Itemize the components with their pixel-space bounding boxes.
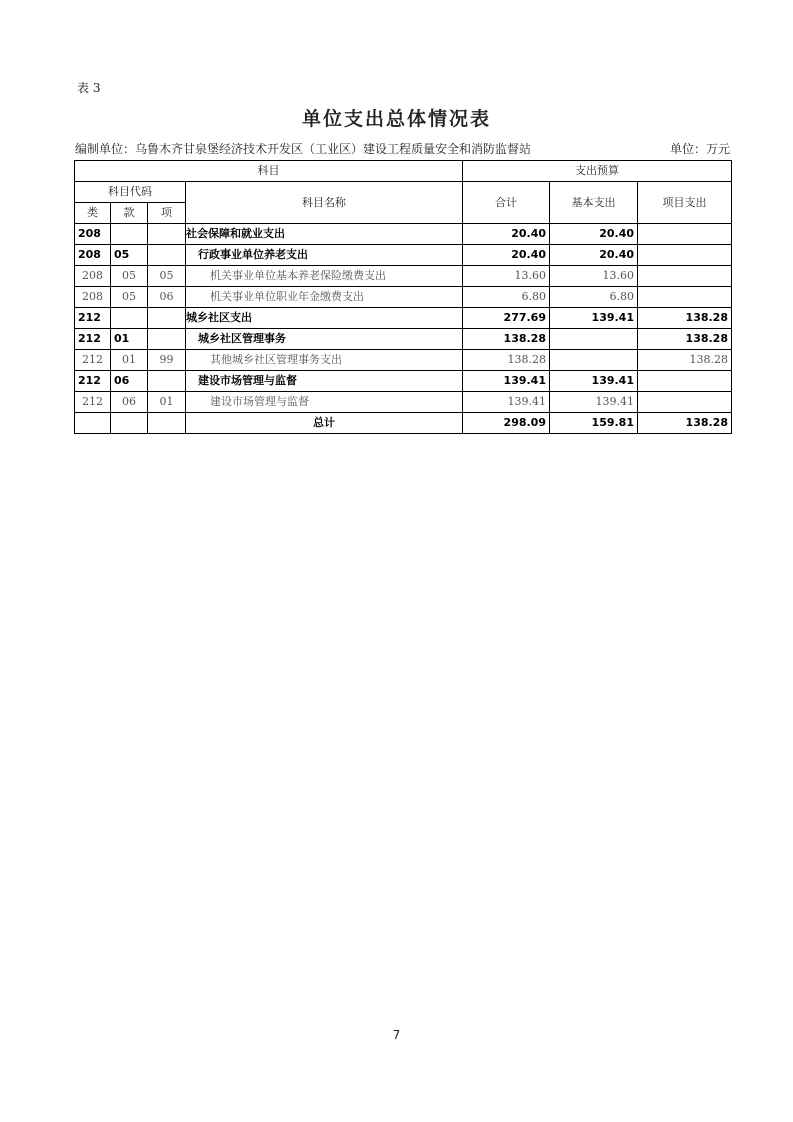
cell-kuan <box>111 308 148 329</box>
cell-total: 298.09 <box>463 413 550 434</box>
cell-lei: 212 <box>75 329 111 350</box>
cell-name: 城乡社区支出 <box>186 308 463 329</box>
cell-lei: 208 <box>75 287 111 308</box>
cell-empty <box>75 413 111 434</box>
cell-lei: 212 <box>75 308 111 329</box>
cell-kuan: 06 <box>111 392 148 413</box>
cell-name: 其他城乡社区管理事务支出 <box>186 350 463 371</box>
page-title: 单位支出总体情况表 <box>301 108 491 130</box>
header-code: 科目代码 <box>75 182 186 203</box>
cell-kuan: 06 <box>111 371 148 392</box>
cell-basic <box>550 329 638 350</box>
cell-total: 139.41 <box>463 392 550 413</box>
table-row <box>75 266 732 287</box>
cell-total: 20.40 <box>463 245 550 266</box>
table-row <box>75 245 732 266</box>
cell-project <box>638 266 732 287</box>
cell-xiang <box>148 224 186 245</box>
cell-name: 城乡社区管理事务 <box>186 329 463 350</box>
cell-empty <box>111 413 148 434</box>
cell-lei: 212 <box>75 392 111 413</box>
cell-basic: 139.41 <box>550 371 638 392</box>
cell-name: 行政事业单位养老支出 <box>186 245 463 266</box>
cell-basic: 6.80 <box>550 287 638 308</box>
cell-total: 20.40 <box>463 224 550 245</box>
cell-project <box>638 392 732 413</box>
cell-kuan: 05 <box>111 266 148 287</box>
cell-basic: 139.41 <box>550 308 638 329</box>
cell-lei: 208 <box>75 224 111 245</box>
cell-name: 机关事业单位基本养老保险缴费支出 <box>186 266 463 287</box>
cell-total: 13.60 <box>463 266 550 287</box>
cell-total: 139.41 <box>463 371 550 392</box>
cell-name: 社会保障和就业支出 <box>186 224 463 245</box>
cell-xiang <box>148 245 186 266</box>
cell-name: 建设市场管理与监督 <box>186 371 463 392</box>
header-project: 项目支出 <box>638 182 732 224</box>
header-xiang: 项 <box>148 203 186 224</box>
table-row <box>75 371 732 392</box>
cell-basic <box>550 350 638 371</box>
header-row <box>75 182 732 203</box>
currency-unit: 单位：万元 <box>669 142 730 156</box>
table-row <box>75 329 732 350</box>
cell-total: 138.28 <box>463 350 550 371</box>
table-label: 表 3 <box>77 81 101 95</box>
page-number: 7 <box>392 1028 401 1042</box>
header-kuan: 款 <box>111 203 148 224</box>
cell-xiang: 01 <box>148 392 186 413</box>
cell-lei: 212 <box>75 350 111 371</box>
cell-project <box>638 245 732 266</box>
cell-basic: 13.60 <box>550 266 638 287</box>
cell-basic: 139.41 <box>550 392 638 413</box>
cell-kuan: 05 <box>111 287 148 308</box>
cell-name: 建设市场管理与监督 <box>186 392 463 413</box>
table-row <box>75 224 732 245</box>
header-name: 科目名称 <box>186 182 463 224</box>
total-row <box>75 413 732 434</box>
header-budget: 支出预算 <box>463 161 732 182</box>
cell-total: 277.69 <box>463 308 550 329</box>
cell-kuan: 05 <box>111 245 148 266</box>
cell-empty <box>148 413 186 434</box>
header-basic: 基本支出 <box>550 182 638 224</box>
table-row <box>75 287 732 308</box>
cell-project: 138.28 <box>638 329 732 350</box>
header-total: 合计 <box>463 182 550 224</box>
cell-xiang: 05 <box>148 266 186 287</box>
compiling-unit: 编制单位：乌鲁木齐甘泉堡经济技术开发区（工业区）建设工程质量安全和消防监督站 <box>75 142 532 156</box>
cell-project <box>638 224 732 245</box>
cell-project: 138.28 <box>638 308 732 329</box>
cell-basic: 20.40 <box>550 224 638 245</box>
cell-total: 138.28 <box>463 329 550 350</box>
cell-xiang <box>148 329 186 350</box>
total-label: 总计 <box>186 413 463 434</box>
cell-name: 机关事业单位职业年金缴费支出 <box>186 287 463 308</box>
cell-project: 138.28 <box>638 413 732 434</box>
cell-xiang <box>148 371 186 392</box>
cell-xiang <box>148 308 186 329</box>
cell-lei: 212 <box>75 371 111 392</box>
table-row <box>75 392 732 413</box>
cell-lei: 208 <box>75 245 111 266</box>
cell-total: 6.80 <box>463 287 550 308</box>
cell-kuan: 01 <box>111 329 148 350</box>
cell-kuan <box>111 224 148 245</box>
header-lei: 类 <box>75 203 111 224</box>
cell-basic: 20.40 <box>550 245 638 266</box>
table-row <box>75 350 732 371</box>
table-row <box>75 308 732 329</box>
header-row <box>75 161 732 182</box>
cell-basic: 159.81 <box>550 413 638 434</box>
cell-project: 138.28 <box>638 350 732 371</box>
header-subject: 科目 <box>75 161 463 182</box>
cell-xiang: 06 <box>148 287 186 308</box>
cell-xiang: 99 <box>148 350 186 371</box>
cell-project <box>638 371 732 392</box>
cell-kuan: 01 <box>111 350 148 371</box>
unit-row <box>75 140 730 157</box>
expenditure-table <box>74 160 732 434</box>
cell-project <box>638 287 732 308</box>
cell-lei: 208 <box>75 266 111 287</box>
